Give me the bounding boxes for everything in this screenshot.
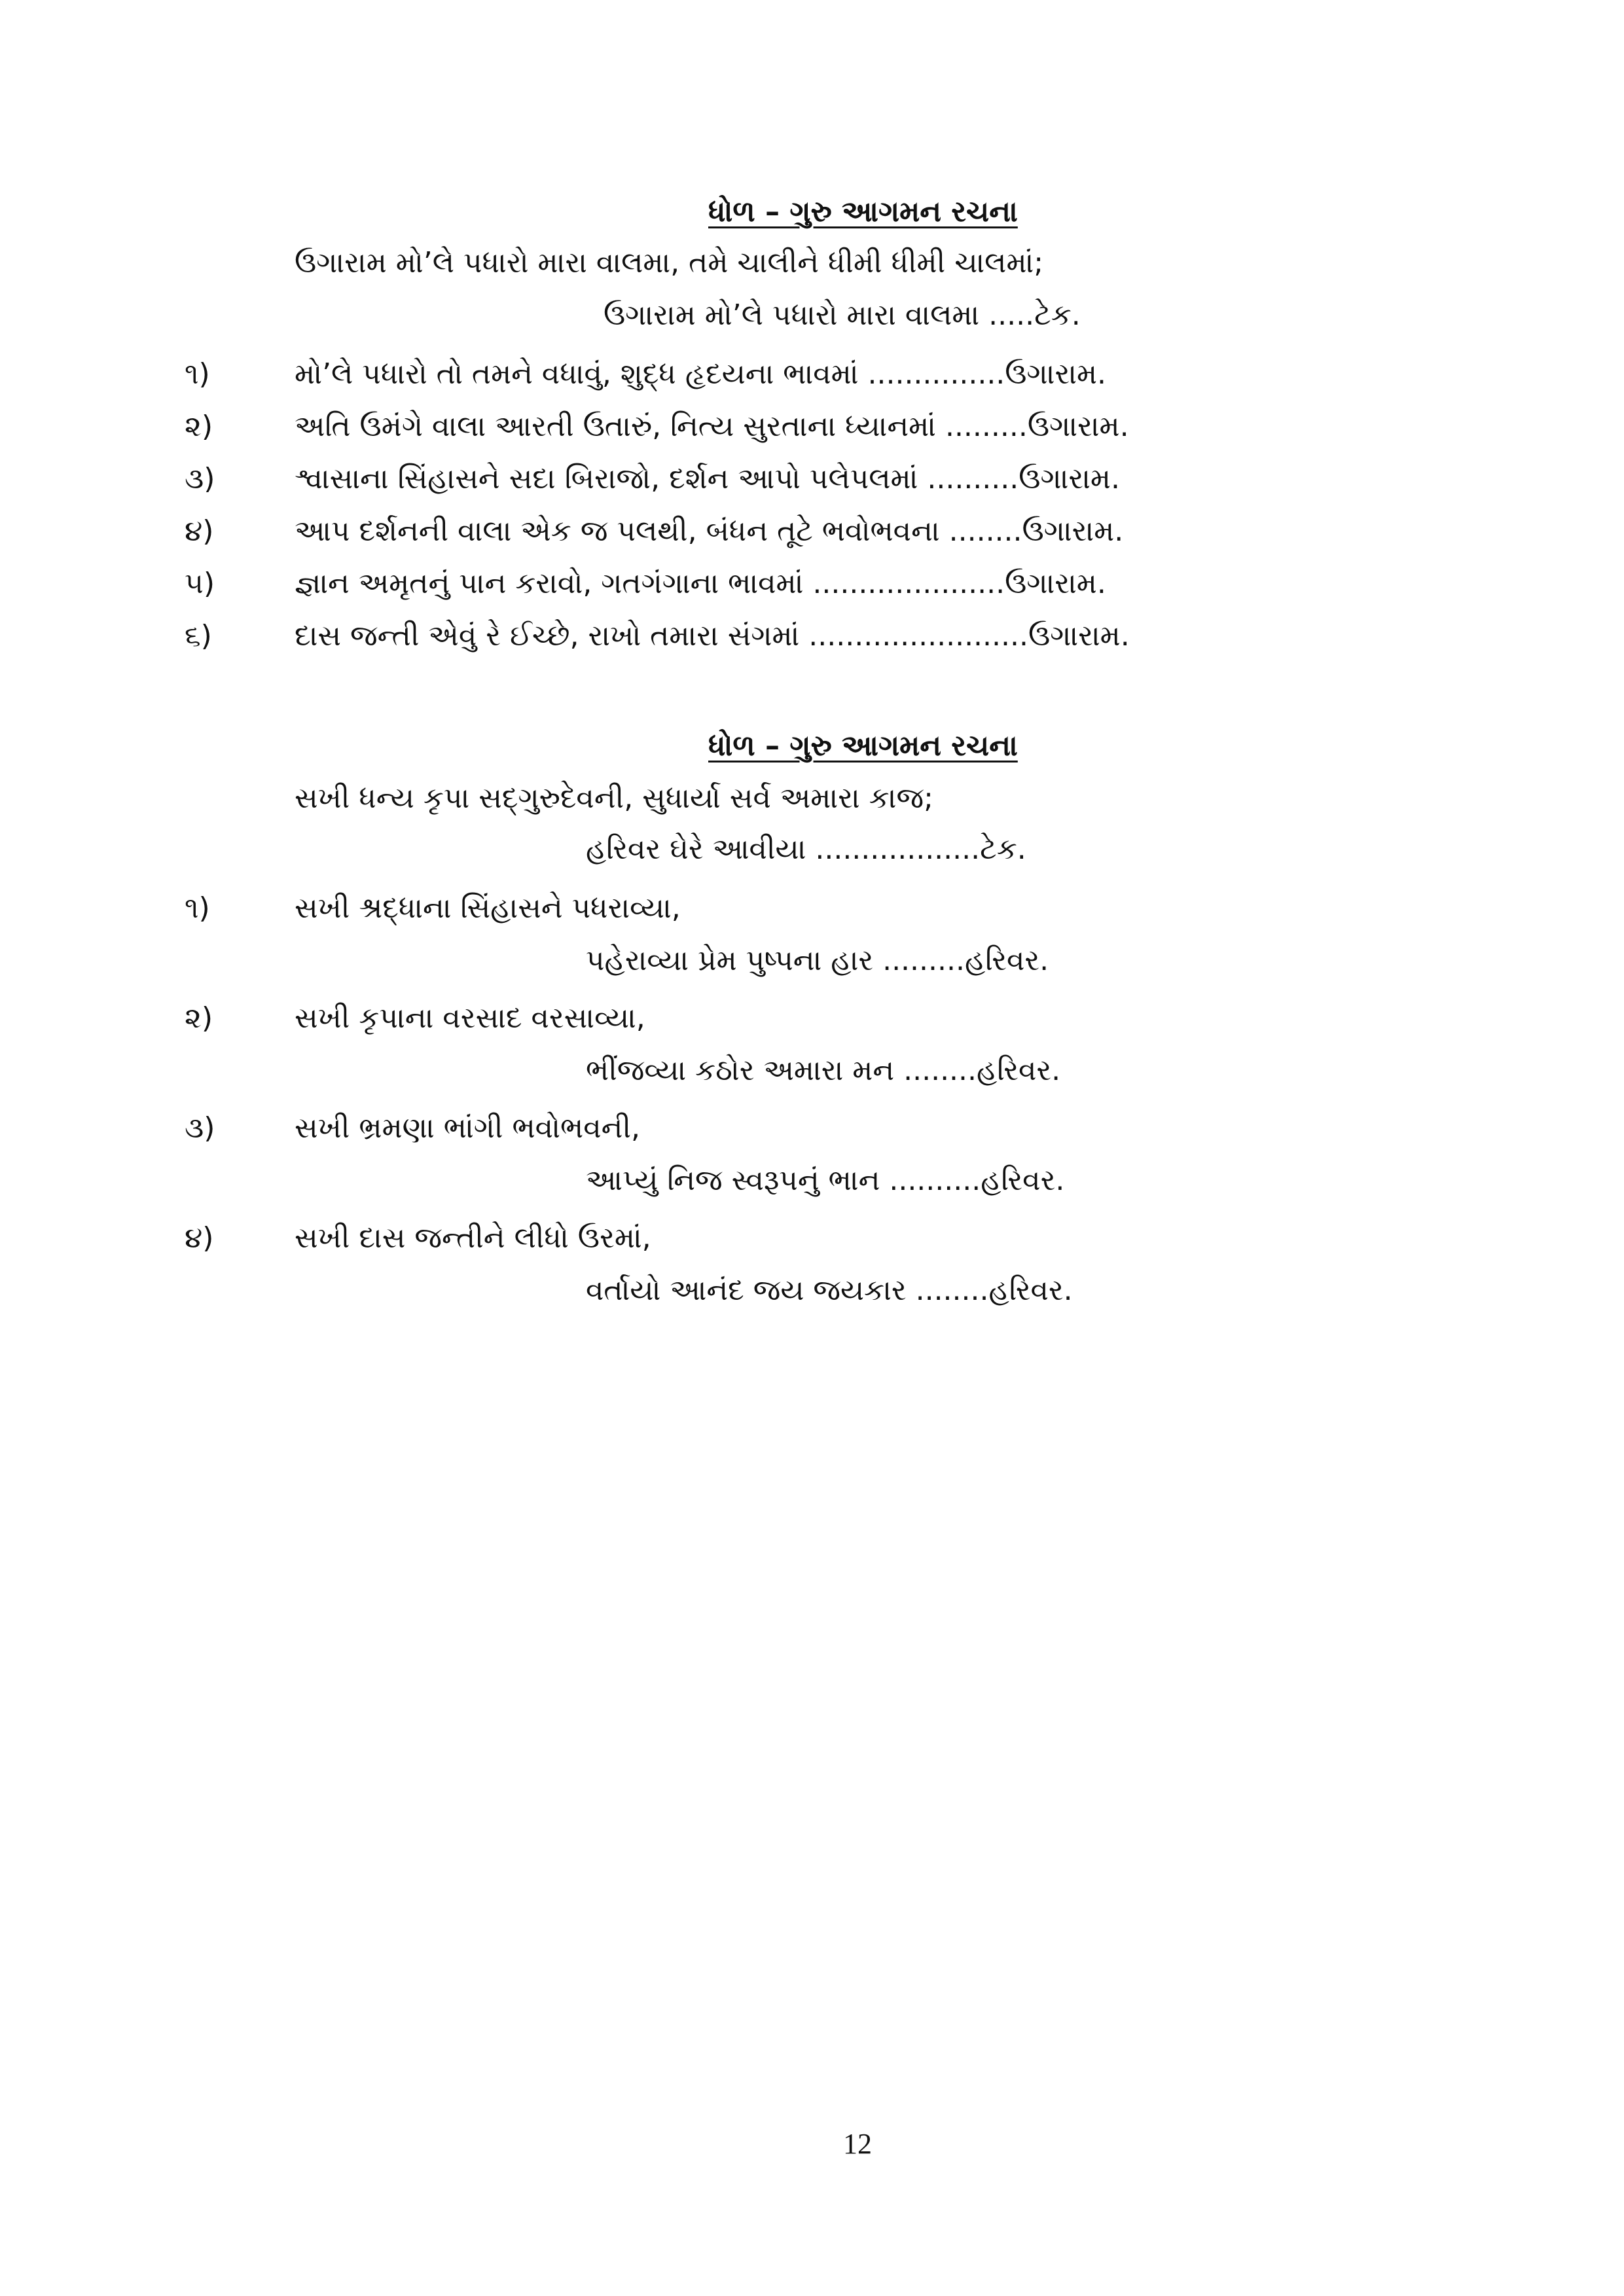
song2-verse-line2: વર્તાયો આનંદ જય જયકાર ........હરિવર. bbox=[586, 1274, 1073, 1307]
song1-verse-number: ૪) bbox=[185, 514, 214, 548]
song1-verse-text: અતિ ઉમંગે વાલા આરતી ઉતારું, નિત્ય સુરતાના ધ્યાનમાં .........ઉગારામ. bbox=[295, 410, 1129, 443]
song1-verse-number: ૧) bbox=[185, 357, 210, 391]
song1-verse-number: ૨) bbox=[185, 410, 213, 443]
song2-verse-line1: સખી કૃપાના વરસાદ વરસાવ્યા, bbox=[295, 1001, 645, 1035]
song1-verse-number: ૬) bbox=[185, 619, 212, 653]
song2-verse-line1: સખી દાસ જન્તીને લીધો ઉરમાં, bbox=[295, 1221, 651, 1255]
song2-verse-line2: પહેરાવ્યા પ્રેમ પુષ્પના હાર .........હરિવર. bbox=[586, 944, 1049, 977]
song2-refrain-line2: હરિવર ઘેરે આવીયા ..................ટેક. bbox=[586, 833, 1026, 866]
song1-refrain-line2: ઉગારામ મો’લે પધારો મારા વાલમા .....ટેક. bbox=[604, 298, 1081, 332]
song2-verse-line1: સખી શ્રદ્ધાના સિંહાસને પધરાવ્યા, bbox=[295, 891, 681, 925]
song1-verse-text: દાસ જન્તી એવું રે ઈચ્છે, રાખો તમારા સંગમાં ........................ઉગારામ. bbox=[295, 619, 1130, 653]
song1-verse-text: આપ દર્શનની વાલા એક જ પલથી, બંધન તૂટે ભવોભવના ........ઉગારામ. bbox=[295, 514, 1124, 548]
song1-verse-text: મો’લે પધારો તો તમને વધાવું, શુદ્ધ હૃદયના ભાવમાં ...............ઉગારામ. bbox=[295, 357, 1107, 391]
song2-title: ધોળ – ગુરુ આગમન રચના bbox=[708, 729, 1018, 762]
song2-verse-line1: સખી ભ્રમણા ભાંગી ભવોભવની, bbox=[295, 1111, 641, 1145]
song2-verse-line2: ભીંજવ્યા કઠોર અમારા મન ........હરિવર. bbox=[586, 1054, 1061, 1087]
song2-verse-number: ૩) bbox=[185, 1111, 215, 1145]
song1-title: ધોળ – ગુરુ આગમન રચના bbox=[708, 195, 1018, 228]
song2-verse-number: ૨) bbox=[185, 1001, 213, 1035]
song2-verse-number: ૧) bbox=[185, 891, 210, 925]
page-number: 12 bbox=[843, 2128, 872, 2160]
song2-verse-number: ૪) bbox=[185, 1221, 214, 1255]
song1-refrain-line1: ઉગારામ મો’લે પધારો મારા વાલમા, તમે ચાલીને ધીમી ધીમી ચાલમાં; bbox=[295, 246, 1044, 279]
song2-verse-line2: આપ્યું નિજ સ્વરૂપનું ભાન ..........હરિવર. bbox=[586, 1164, 1065, 1197]
song1-verse-text: શ્વાસાના સિંહાસને સદા બિરાજો, દર્શન આપો પલેપલમાં ..........ઉગારામ. bbox=[295, 462, 1120, 495]
song1-verse-number: ૩) bbox=[185, 462, 215, 495]
song1-verse-text: જ્ઞાન અમૃતનું પાન કરાવો, ગતગંગાના ભાવમાં .....................ઉગારામ. bbox=[295, 567, 1106, 600]
song1-verse-number: ૫) bbox=[185, 567, 215, 600]
song2-refrain-line1: સખી ધન્ય કૃપા સદ્‌ગુરુદેવની, સુધાર્યા સર્વ અમારા કાજ; bbox=[295, 781, 933, 815]
